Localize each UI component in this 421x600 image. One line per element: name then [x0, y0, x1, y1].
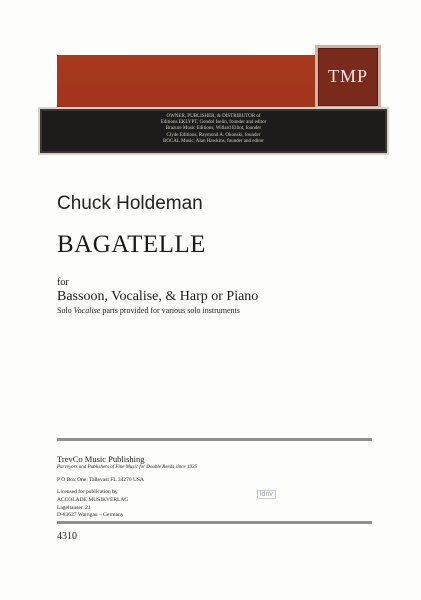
- publisher-address: P O Box One: Tallevast FL 34270 USA: [57, 477, 144, 483]
- solo-note-suffix: parts provided for various solo instruments: [100, 306, 240, 315]
- solo-note: [57, 306, 240, 315]
- license-line: Lageltauser. 21: [57, 504, 91, 511]
- info-line: Editions EKLYPT, Gondol Iselin, founder and editor: [160, 120, 267, 126]
- publisher-name: TrevCo Music Publishing: [57, 454, 145, 464]
- composer-name: Chuck Holdeman: [57, 193, 203, 214]
- info-line: Brazure Music Editions, Willard Elliot, founder: [165, 126, 262, 132]
- info-line: BOCAL Music, Alan Hawkins, founder and editor: [163, 138, 264, 144]
- license-line: Licensed for publication by: [57, 489, 118, 495]
- for-label: for: [57, 277, 69, 288]
- divider-rule: [57, 521, 372, 524]
- divider-rule: [57, 438, 372, 441]
- license-block: [57, 489, 128, 520]
- info-line: OWNER, PUBLISHER, & DISTRIBUTOR of: [166, 114, 261, 119]
- catalog-number: 4310: [57, 531, 77, 542]
- license-line: ACCOLADE MUSIKVERLAG: [57, 496, 129, 503]
- publisher-tagline: Purveyors and Publishers of Fine Music for Double Reeds since 1935: [57, 465, 197, 470]
- info-line: Clyde Editions, Raymond A. Okonski, founder: [166, 132, 261, 138]
- instrumentation: Bassoon, Vocalise, & Harp or Piano: [57, 289, 259, 304]
- logo-text: TMP: [327, 66, 368, 86]
- watermark: ldnv: [257, 490, 276, 499]
- solo-note-prefix: Solo: [57, 306, 74, 315]
- publisher-logo: [315, 45, 381, 109]
- solo-note-emphasis: Vocalise: [73, 306, 101, 315]
- publisher-info-panel: [40, 109, 387, 153]
- license-line: D-83627 Warngau – Germany: [57, 512, 124, 519]
- piece-title: BAGATELLE: [57, 231, 206, 258]
